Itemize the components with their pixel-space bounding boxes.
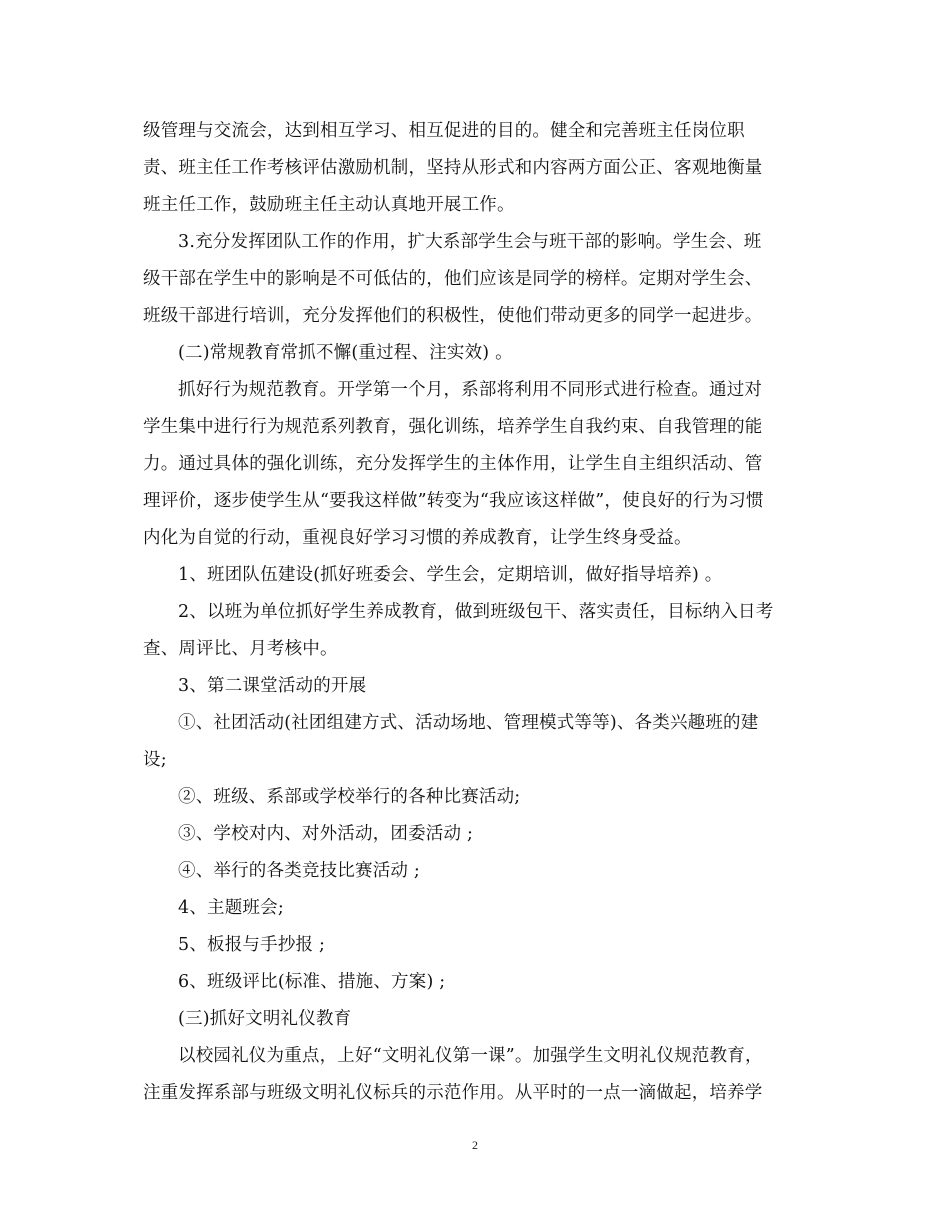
text-line: 1、班团队伍建设(抓好班委会、学生会，定期培训，做好指导培养) 。 — [178, 565, 723, 585]
text-line: 级管理与交流会，达到相互学习、相互促进的目的。健全和完善班主任岗位职 — [143, 121, 745, 141]
text-line: ④、举行的各类竞技比赛活动 ; — [178, 861, 420, 881]
text-line: 设; — [143, 750, 167, 770]
text-line: 班主任工作，鼓励班主任主动认真地开展工作。 — [143, 195, 515, 215]
text-line: 查、周评比、月考核中。 — [143, 639, 338, 659]
text-line: ②、班级、系部或学校举行的各种比赛活动; — [178, 787, 521, 807]
text-line: 力。通过具体的强化训练，充分发挥学生的主体作用，让学生自主组织活动、管 — [143, 454, 763, 474]
text-line: 3.充分发挥团队工作的作用，扩大系部学生会与班干部的影响。学生会、班 — [178, 232, 762, 252]
text-line: (三)抓好文明礼仪教育 — [178, 1009, 352, 1029]
document-body — [143, 113, 805, 1112]
text-line: ③、学校对内、对外活动，团委活动 ; — [178, 824, 474, 844]
text-line: 内化为自觉的行动，重视良好学习习惯的养成教育，让学生终身受益。 — [143, 528, 692, 548]
text-line: 注重发挥系部与班级文明礼仪标兵的示范作用。从平时的一点一滴做起，培养学 — [143, 1083, 763, 1103]
text-line: ①、社团活动(社团组建方式、活动场地、管理模式等等)、各类兴趣班的建 — [178, 713, 759, 733]
text-line: 3、第二课堂活动的开展 — [178, 676, 367, 696]
text-line: 班级干部进行培训，充分发挥他们的积极性，使他们带动更多的同学一起进步。 — [143, 306, 763, 326]
text-line: 以校园礼仪为重点，上好“文明礼仪第一课”。加强学生文明礼仪规范教育， — [178, 1046, 763, 1066]
text-line: 理评价，逐步使学生从“要我这样做”转变为“我应该这样做”，使良好的行为习惯 — [143, 491, 764, 511]
text-line: 5、板报与手抄报 ; — [178, 935, 326, 955]
text-line: 抓好行为规范教育。开学第一个月，系部将利用不同形式进行检查。通过对 — [178, 380, 763, 400]
text-line: 级干部在学生中的影响是不可低估的，他们应该是同学的榜样。定期对学生会、 — [143, 269, 763, 289]
page-number: 2 — [472, 1138, 478, 1152]
text-line: 4、主题班会; — [178, 898, 284, 918]
text-line: 学生集中进行行为规范系列教育，强化训练，培养学生自我约束、自我管理的能 — [143, 417, 763, 437]
text-line: 6、班级评比(标准、措施、方案) ; — [178, 972, 446, 992]
text-line: (二)常规教育常抓不懈(重过程、注实效) 。 — [178, 343, 513, 363]
text-line: 责、班主任工作考核评估激励机制，坚持从形式和内容两方面公正、客观地衡量 — [143, 158, 763, 178]
text-line: 2、以班为单位抓好学生养成教育，做到班级包干、落实责任，目标纳入日考 — [178, 602, 774, 622]
